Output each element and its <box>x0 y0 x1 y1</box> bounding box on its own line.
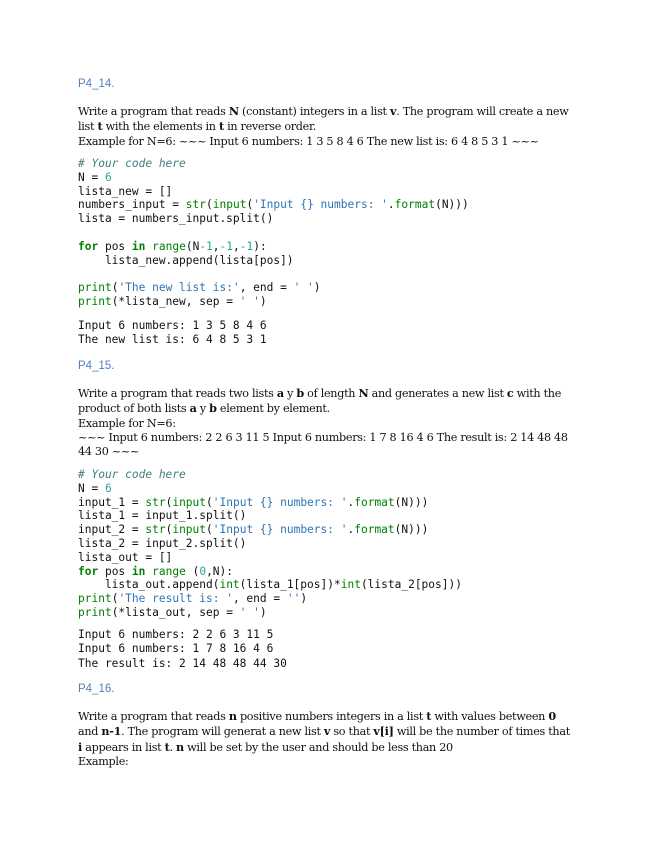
bold-term: v <box>323 724 331 739</box>
code-line <box>78 468 462 482</box>
code-token: for <box>78 564 99 578</box>
text-run: so that <box>330 725 374 739</box>
text-run: of length <box>303 387 359 400</box>
bold-term: i <box>78 739 82 754</box>
code-token: N = <box>78 481 105 495</box>
code-token: , <box>212 239 220 253</box>
code-token: ) <box>259 294 267 308</box>
code-line <box>78 551 462 565</box>
code-token: range <box>152 239 186 253</box>
paragraph-line <box>78 386 578 401</box>
code-token: N = <box>78 170 105 184</box>
bold-term: c <box>506 386 514 400</box>
text-run: . The program will generat a new list <box>121 725 324 739</box>
code-token: # Your code here <box>78 468 186 481</box>
text-run: positive numbers integers in a list <box>236 710 427 723</box>
code-token: . <box>347 495 355 509</box>
code-token: 'Input {} numbers: ' <box>212 523 348 537</box>
bold-term: b <box>296 386 304 400</box>
bold-term: n-1 <box>101 724 122 739</box>
code-token: lista_out = [] <box>78 550 173 564</box>
code-token: (N))) <box>394 495 429 509</box>
output-cell-p4-14 <box>78 319 267 348</box>
code-token: 'The new list is:' <box>118 281 240 295</box>
paragraph-line <box>78 709 578 724</box>
code-token: print <box>78 294 112 308</box>
code-token: numbers_input = <box>78 198 186 212</box>
code-token: ( <box>165 523 173 537</box>
code-token: int <box>340 578 361 592</box>
code-line <box>78 565 462 579</box>
code-line <box>78 254 469 268</box>
text-run: will be the number of times that <box>393 725 570 739</box>
bold-term: n <box>176 739 184 754</box>
code-line <box>78 482 462 496</box>
text-run: with the <box>513 387 562 400</box>
paragraph-line <box>78 135 578 149</box>
code-token: pos <box>98 564 132 578</box>
code-token: -1 <box>199 239 213 253</box>
output-line: Input 6 numbers: 1 3 5 8 4 6 <box>78 319 267 332</box>
paragraph-line <box>78 431 578 445</box>
code-token: ) <box>313 281 321 295</box>
code-token: ( <box>246 198 254 212</box>
code-token: print <box>78 605 112 619</box>
output-line: The new list is: 6 4 8 5 3 1 <box>78 333 267 347</box>
code-token: lista_out.append( <box>78 578 220 592</box>
text-run: Example for N=6: ~~~ Input 6 numbers: 1 3 5 8 4 6 The new list is: 6 4 8 5 3 1 ~~~ <box>78 134 539 148</box>
text-run: Example for N=6: <box>78 416 176 430</box>
code-line <box>78 240 469 254</box>
code-token: (N))) <box>394 523 429 537</box>
text-run: (constant) integers in a list <box>238 105 390 118</box>
output-line: Input 6 numbers: 1 7 8 16 4 6 <box>78 642 274 656</box>
code-token: 0 <box>199 564 207 578</box>
code-token: pos <box>98 239 132 253</box>
section-heading-p4-15: P4_15. <box>78 360 115 372</box>
text-run: in reverse order. <box>223 120 317 134</box>
code-token: input <box>212 198 247 212</box>
code-token: str <box>145 523 166 537</box>
bold-term: b <box>209 401 217 416</box>
code-token: . <box>387 198 395 212</box>
code-line <box>78 496 462 510</box>
code-cell-p4-15[interactable] <box>78 468 462 620</box>
text-run: appears in list <box>81 740 165 754</box>
text-run: ~~~ Input 6 numbers: 2 2 6 3 11 5 Input 6 numbers: 1 7 8 16 4 6 The result is: 2 14 48 48 <box>78 430 568 444</box>
text-run: list <box>78 120 98 134</box>
text-run: Example: <box>78 754 129 768</box>
code-token: ' ' <box>239 605 260 619</box>
code-line <box>78 198 469 212</box>
code-token: print <box>78 592 112 606</box>
code-line <box>78 606 462 620</box>
code-line <box>78 523 462 537</box>
bold-term: a <box>189 401 197 416</box>
code-token: format <box>354 495 395 509</box>
code-token: str <box>145 495 166 509</box>
paragraph-line <box>78 119 578 134</box>
code-token: ): <box>253 239 267 253</box>
code-line <box>78 212 469 226</box>
paragraph-line <box>78 724 578 739</box>
code-token: ( <box>185 564 200 578</box>
text-run: 44 30 ~~~ <box>78 445 140 459</box>
bold-term: N <box>358 386 369 400</box>
text-run: Write a program that reads <box>78 710 229 723</box>
code-cell-p4-14[interactable] <box>78 157 469 309</box>
text-run: y <box>196 402 210 416</box>
bold-term: v <box>389 104 397 118</box>
code-line <box>78 537 462 551</box>
text-run: . <box>169 740 177 754</box>
bold-term: n <box>228 709 237 723</box>
text-run: Write a program that reads <box>78 105 229 118</box>
code-line <box>78 578 462 592</box>
bold-term: t <box>164 739 170 754</box>
code-token: ( <box>206 495 213 509</box>
code-token: , end = <box>239 281 294 295</box>
section-heading-p4-16: P4_16. <box>78 683 115 695</box>
bold-term: 0 <box>548 709 556 723</box>
output-cell-p4-15 <box>78 628 287 671</box>
code-line <box>78 281 469 295</box>
problem-statement-p4-15 <box>78 386 578 459</box>
code-token: (N <box>185 239 200 253</box>
code-token: format <box>394 198 436 212</box>
code-token: input <box>172 495 207 509</box>
bold-term: t <box>426 709 432 723</box>
paragraph-line <box>78 104 578 119</box>
code-line <box>78 171 469 185</box>
text-run: Write a program that reads two lists <box>78 387 277 400</box>
code-line <box>78 185 469 199</box>
section-heading-p4-14: P4_14. <box>78 78 115 90</box>
code-token: 'Input {} numbers: ' <box>212 495 348 509</box>
code-token: , end = <box>232 592 287 606</box>
code-token: (lista_1[pos])* <box>239 578 341 592</box>
text-run: . The program will create a new <box>396 105 569 118</box>
code-line <box>78 592 462 606</box>
code-token: ) <box>259 605 267 619</box>
text-run: and <box>78 725 102 739</box>
text-run: with the elements in <box>102 120 219 134</box>
bold-term: t <box>218 119 224 134</box>
code-token: ( <box>206 523 213 537</box>
text-run: and generates a new list <box>368 387 507 400</box>
code-token: input <box>172 523 207 537</box>
code-token: for <box>78 239 99 253</box>
code-line <box>78 509 462 523</box>
code-token: (*lista_new, sep = <box>111 294 240 308</box>
code-token: '' <box>286 592 301 606</box>
bold-term: t <box>97 119 103 134</box>
problem-statement-p4-14 <box>78 104 578 149</box>
code-token: ( <box>206 198 213 212</box>
bold-term: N <box>228 104 239 118</box>
output-line: Input 6 numbers: 2 2 6 3 11 5 <box>78 628 274 641</box>
code-token: 6 <box>104 170 112 184</box>
code-token: in <box>131 239 146 253</box>
text-run: element by element. <box>216 402 330 416</box>
code-token: lista = numbers_input.split() <box>78 212 274 226</box>
code-token: lista_new = [] <box>78 184 173 198</box>
code-token: in <box>131 564 146 578</box>
code-line <box>78 267 469 281</box>
code-token: ' ' <box>293 281 314 295</box>
code-token: range <box>152 564 186 578</box>
code-token: lista_1 = input_1.split() <box>78 509 247 523</box>
paragraph-line <box>78 445 578 459</box>
code-token: 'Input {} numbers: ' <box>253 198 388 212</box>
paragraph-line <box>78 401 578 416</box>
output-line: The result is: 2 14 48 48 44 30 <box>78 656 287 670</box>
text-run: with values between <box>431 710 549 723</box>
code-token: (N))) <box>435 198 469 212</box>
paragraph-line <box>78 417 578 431</box>
code-token: (lista_2[pos])) <box>360 578 462 592</box>
code-token: (*lista_out, sep = <box>111 605 240 619</box>
code-token: str <box>185 198 206 212</box>
code-line <box>78 157 469 171</box>
code-token: -1 <box>239 239 254 253</box>
text-run: y <box>283 387 297 400</box>
problem-statement-p4-16 <box>78 709 578 769</box>
code-token: input_2 = <box>78 523 146 537</box>
code-token: ( <box>111 592 119 606</box>
code-token: , <box>233 239 240 253</box>
code-token: print <box>78 281 112 295</box>
code-line <box>78 295 469 309</box>
code-token: ) <box>300 592 308 606</box>
text-run: will be set by the user and should be less than 20 <box>183 740 453 754</box>
code-token: ( <box>165 495 173 509</box>
code-token: -1 <box>219 239 234 253</box>
code-token: input_1 = <box>78 495 146 509</box>
code-token: 'The result is: ' <box>118 592 233 606</box>
code-token: int <box>219 578 240 592</box>
code-token: ,N): <box>206 564 234 578</box>
paragraph-line <box>78 740 578 755</box>
code-token: . <box>347 523 355 537</box>
code-token: # Your code here <box>78 157 186 170</box>
text-run: product of both lists <box>78 402 190 416</box>
code-token: ' ' <box>239 294 260 308</box>
bold-term: v[i] <box>373 724 394 739</box>
code-token: lista_new.append(lista[pos]) <box>78 253 294 267</box>
code-token: format <box>354 523 395 537</box>
code-token: ( <box>111 281 119 295</box>
paragraph-line <box>78 755 578 769</box>
code-token: lista_2 = input_2.split() <box>78 536 247 550</box>
code-line <box>78 226 469 240</box>
code-token: 6 <box>104 481 112 495</box>
bold-term: a <box>276 386 284 400</box>
